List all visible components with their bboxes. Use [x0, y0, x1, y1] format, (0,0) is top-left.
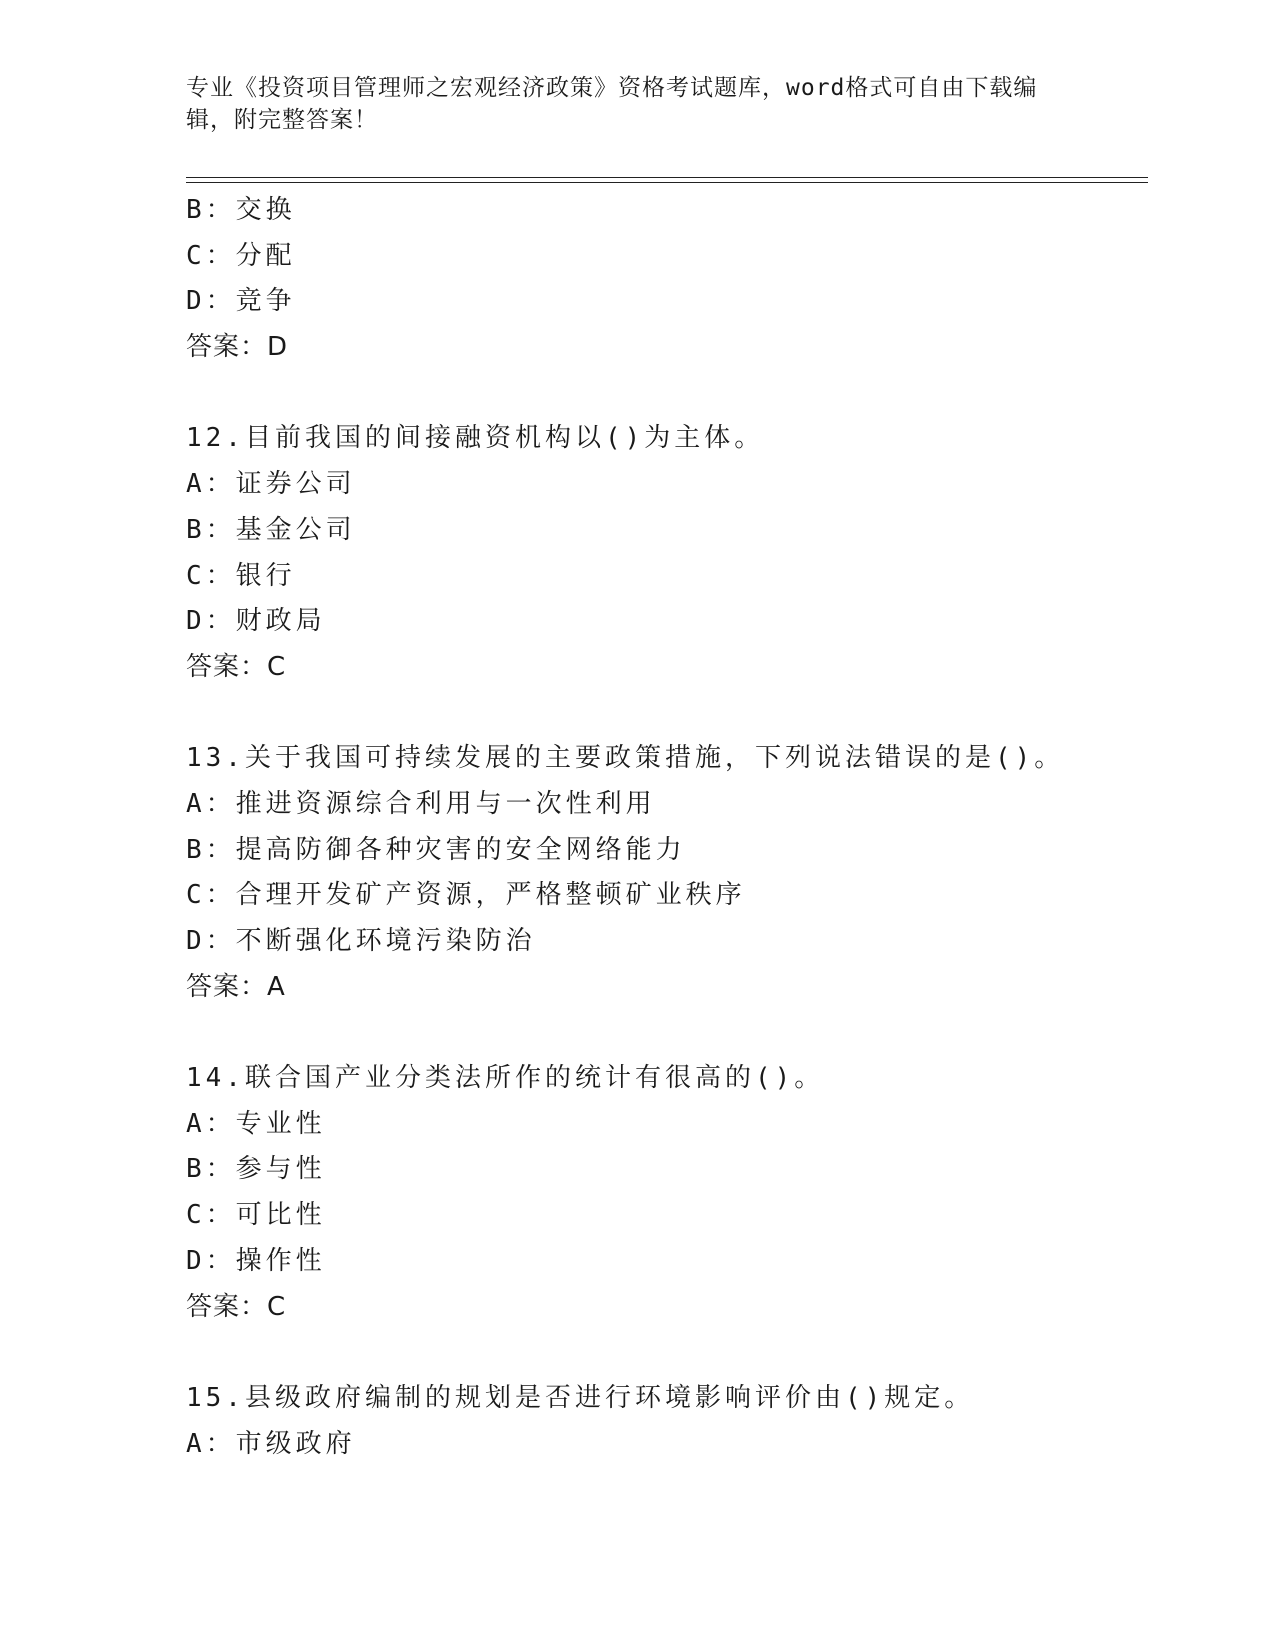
question-block-15	[186, 1376, 1148, 1467]
header-line-2: 辑，附完整答案！	[186, 107, 378, 133]
answer-line: 答案：A	[186, 971, 286, 1002]
option-d: D：竞争	[186, 286, 296, 317]
question-block-continued	[186, 188, 1148, 371]
spacer	[186, 1010, 1148, 1056]
question-block-14	[186, 1056, 1148, 1330]
document-header	[186, 72, 1066, 136]
option-a: A：专业性	[186, 1108, 326, 1139]
option-a: A：推进资源综合利用与一次性利用	[186, 788, 656, 819]
option-b: B：交换	[186, 195, 296, 225]
question-block-13	[186, 736, 1148, 1010]
header-divider-thick	[186, 177, 1148, 178]
option-d: D：财政局	[186, 606, 326, 637]
question-stem: 14.联合国产业分类法所作的统计有很高的()。	[186, 1063, 825, 1094]
answer-line: 答案：C	[186, 651, 287, 682]
option-c: C：合理开发矿产资源，严格整顿矿业秩序	[186, 880, 746, 911]
option-a: A：市级政府	[186, 1428, 356, 1459]
option-b: B：参与性	[186, 1154, 326, 1185]
question-stem: 15.县级政府编制的规划是否进行环境影响评价由()规定。	[186, 1382, 975, 1413]
option-c: C：可比性	[186, 1200, 326, 1231]
header-line-1: 专业《投资项目管理师之宏观经济政策》资格考试题库，word格式可自由下载编	[186, 75, 1038, 101]
spacer	[186, 691, 1148, 737]
option-d: D：不断强化环境污染防治	[186, 926, 536, 956]
option-a: A：证券公司	[186, 469, 356, 500]
spacer	[186, 1330, 1148, 1376]
question-block-12	[186, 416, 1148, 690]
option-c: C：银行	[186, 560, 296, 591]
spacer	[186, 371, 1148, 417]
question-list	[186, 188, 1148, 1467]
option-c: C：分配	[186, 240, 296, 271]
question-stem: 13.关于我国可持续发展的主要政策措施，下列说法错误的是()。	[186, 743, 1065, 774]
answer-line: 答案：D	[186, 332, 289, 363]
question-stem: 12.目前我国的间接融资机构以()为主体。	[186, 423, 765, 454]
option-b: B：提高防御各种灾害的安全网络能力	[186, 834, 686, 865]
header-divider-thin	[186, 182, 1148, 183]
option-b: B：基金公司	[186, 514, 356, 545]
answer-line: 答案：C	[186, 1291, 287, 1322]
option-d: D：操作性	[186, 1245, 326, 1276]
